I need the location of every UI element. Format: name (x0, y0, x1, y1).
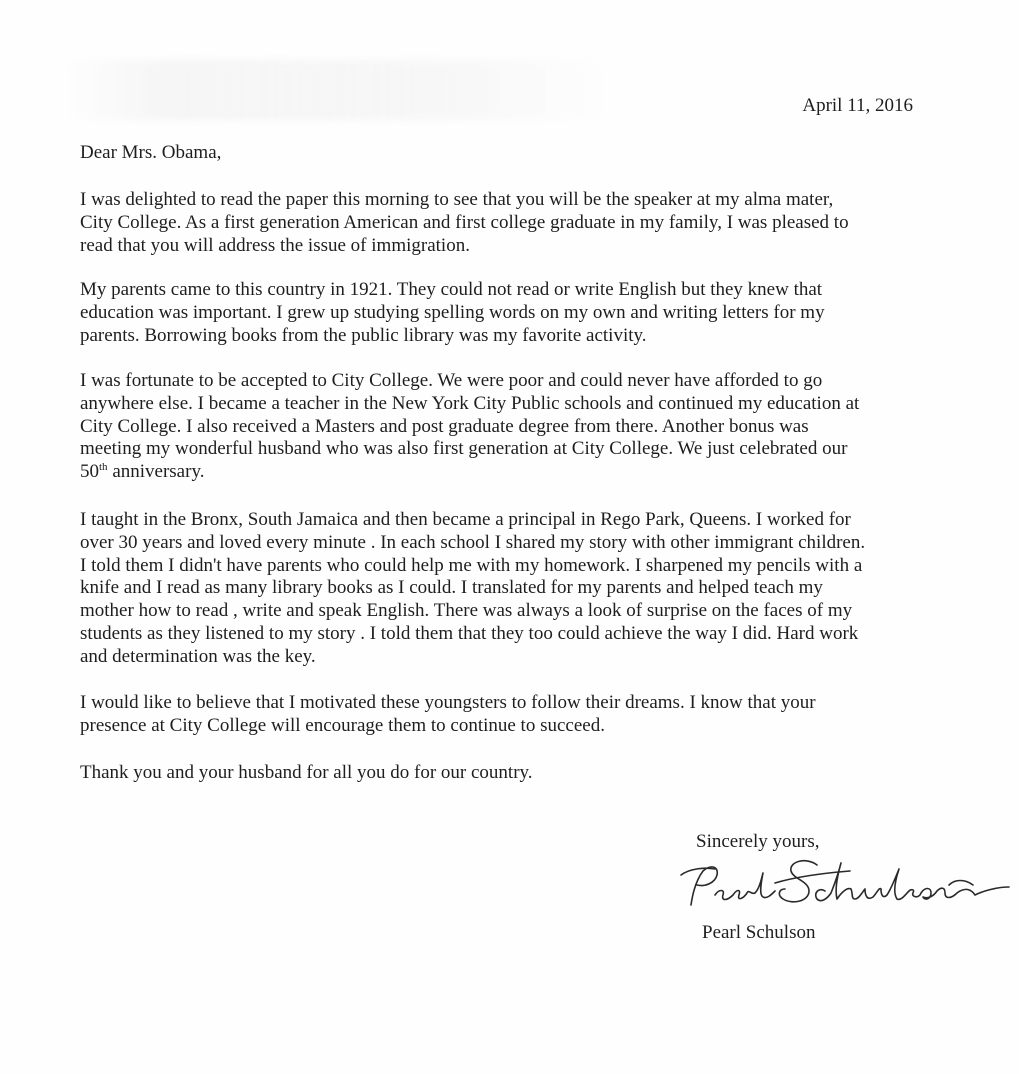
paragraph-5 (80, 692, 920, 738)
paragraph-line: I taught in the Bronx, South Jamaica and then became a principal in Rego Park, Queens. I worked for (80, 509, 851, 530)
paragraph-line: Thank you and your husband for all you do for our country. (80, 762, 533, 783)
scan-artifact (60, 60, 620, 120)
paragraph-line: presence at City College will encourage them to continue to succeed. (80, 714, 605, 736)
paragraph-line: over 30 years and loved every minute . In each school I shared my story with other immigrant children. (80, 531, 866, 553)
paragraph-line: meeting my wonderful husband who was also first generation at City College. We just celebrated our (80, 438, 848, 460)
letter-date: April 11, 2016 (802, 95, 913, 116)
paragraph-4 (80, 509, 920, 669)
paragraph-3 (80, 370, 920, 484)
paragraph-6 (80, 762, 920, 785)
paragraph-line: City College. As a first generation American and first college graduate in my family, I was pleased to (80, 211, 849, 233)
paragraph-line: parents. Borrowing books from the public library was my favorite activity. (80, 324, 647, 346)
paragraph-line: I was delighted to read the paper this morning to see that you will be the speaker at my alma mater, (80, 189, 834, 210)
paragraph-line: mother how to read , write and speak English. There was always a look of surprise on the faces of my (80, 600, 853, 622)
paragraph-line: I would like to believe that I motivated these youngsters to follow their dreams. I know that your (80, 692, 816, 713)
paragraph-line: I told them I didn't have parents who could help me with my homework. I sharpened my pencils with a (80, 554, 863, 576)
anniversary-text: anniversary. (107, 461, 205, 483)
paragraph-line: and determination was the key. (80, 645, 316, 667)
ordinal-suffix: th (99, 461, 108, 474)
handwritten-signature (675, 843, 1015, 923)
anniversary-number: 50 (80, 461, 99, 483)
paragraph-line: I was fortunate to be accepted to City College. We were poor and could never have afforded to go (80, 370, 823, 391)
closing: Sincerely yours, (696, 831, 820, 852)
paragraph-line: My parents came to this country in 1921. They could not read or write English but they knew that (80, 279, 823, 300)
signer-name: Pearl Schulson (702, 922, 816, 943)
paragraph-line: anywhere else. I became a teacher in the New York City Public schools and continued my education at (80, 392, 860, 414)
paragraph-line: City College. I also received a Masters and post graduate degree from there. Another bonus was (80, 415, 809, 437)
paragraph-line: education was important. I grew up studying spelling words on my own and writing letters for my (80, 301, 825, 323)
paragraph-line: students as they listened to my story . I told them that they too could achieve the way I did. Hard work (80, 622, 859, 644)
paragraph-line: knife and I read as many library books as I could. I translated for my parents and helped teach my (80, 577, 823, 599)
paragraph-line: read that you will address the issue of immigration. (80, 234, 470, 256)
salutation: Dear Mrs. Obama, (80, 142, 222, 163)
paragraph-line-anniversary (80, 461, 920, 484)
paragraph-1 (80, 189, 920, 257)
paragraph-2 (80, 279, 920, 347)
